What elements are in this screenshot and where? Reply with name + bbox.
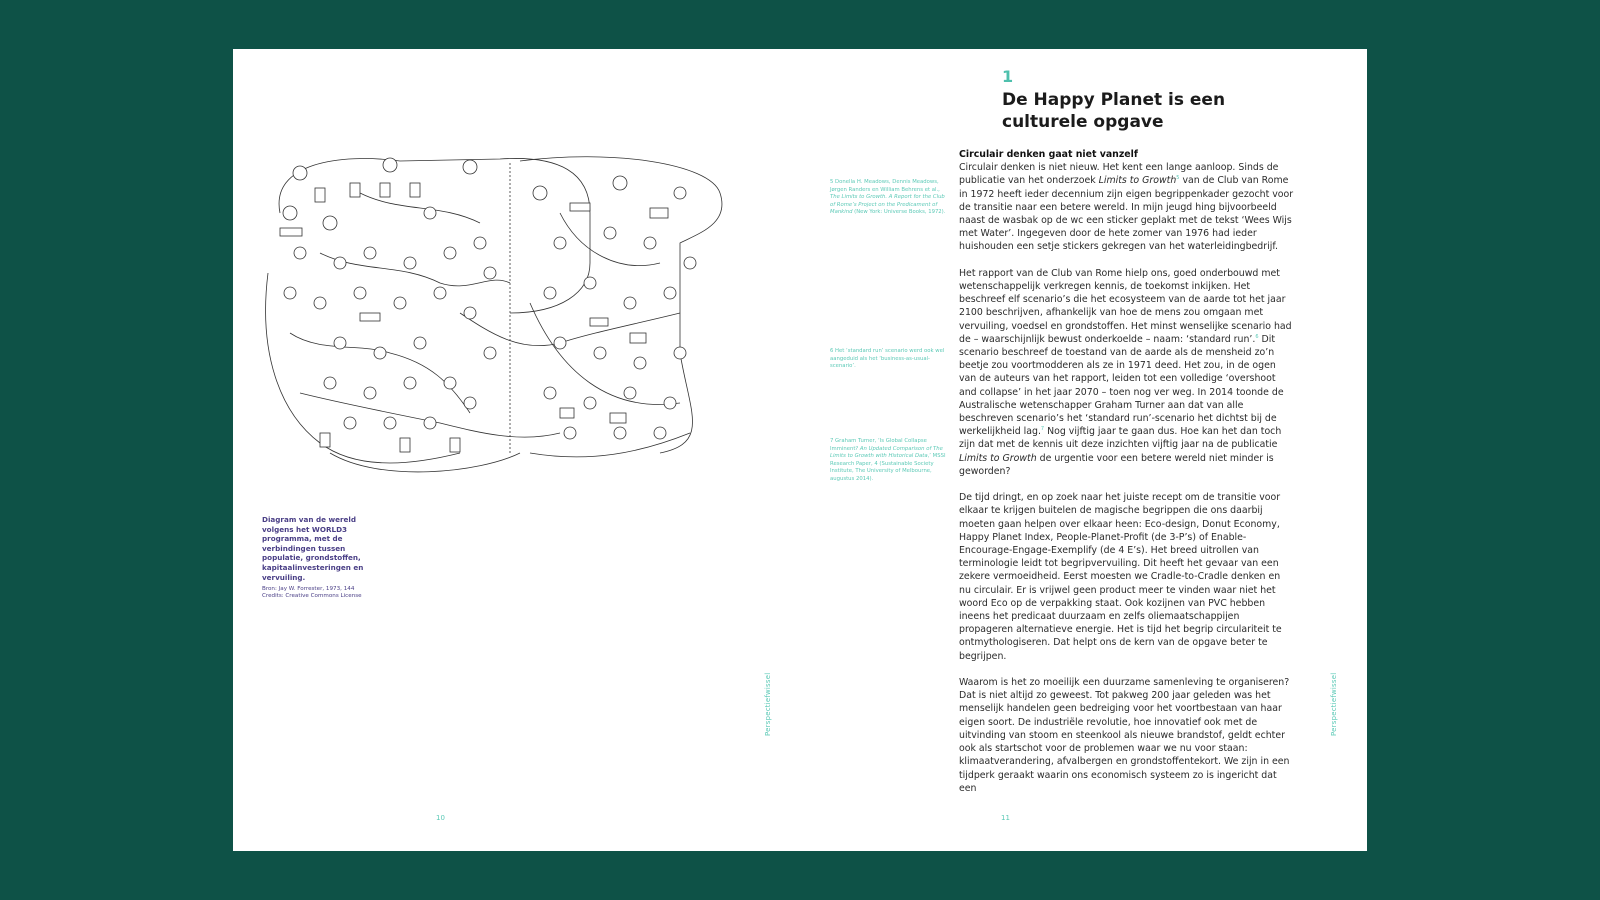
chapter-title: De Happy Planet is een culturele opgave (1002, 90, 1226, 132)
footnote-5-title: The Limits to Growth. A Report for the Club of Rome’s Project on the Predicament of Mankind (830, 194, 945, 216)
p2-text-c: Nog vijftig jaar te gaan dus. Hoe kan het dan toch zijn dat met de kennis uit deze inzichten vijftig jaar na de publicatie (959, 426, 1282, 451)
running-head-left: Perspectiefwissel (764, 672, 772, 736)
p1-text-b: van de Club van Rome in 1972 heeft ieder decennium zijn eigen begrippenkader gezocht voor de transitie naar een betere wereld. In mijn jeugd hing bijvoorbeeld naast de wasbak op de wc een sticker geplakt met de tekst ‘Wees Wijs met Water’. Ingegeven door de hete zomer van 1976 had ieder huishouden een setje stickers gekregen van het waterleidingbedrijf. (959, 175, 1294, 253)
paragraph-2 (959, 267, 1294, 478)
footnote-ref-5[interactable]: 5 (1176, 175, 1180, 182)
caption-text: Diagram van de wereld volgens het WORLD3 programma, met de verbindingen tussen populatie, grondstoffen, kapitaalinvesteringen en vervuiling. (262, 515, 364, 582)
paragraph-1 (959, 161, 1294, 253)
footnote-6: 6 Het ‘standard run’ scenario werd ook wel aangeduid als het ‘business-as-usual-scenario’. (830, 348, 945, 370)
body-text (959, 148, 1294, 808)
caption-credits: Credits: Creative Commons License (262, 593, 362, 600)
footnote-ref-7[interactable]: 7 (1040, 426, 1045, 433)
page-number-right: 11 (1001, 814, 1010, 822)
footnote-5-text-a: 5 Donella H. Meadows, Dennis Meadows, Jørgen Randers en William Behrens et al., (830, 179, 940, 193)
footnote-ref-6[interactable]: 6 (1255, 333, 1259, 340)
p2-text-a: Het rapport van de Club van Rome hielp ons, goed onderbouwd met wetenschappelijk verkregen kennis, de toekomst inkijken. Het beschreef elf scenario’s die het ecosysteem van de aarde tot het jaar 2100 beschrijven, afhankelijk van hoe de mens zou omgaan met vervuiling, voedsel en grondstoffen. Het minst wenselijke scenario had de – waarschijnlijk bewust onderkoelde – naam: ‘standard run’. (959, 267, 1292, 345)
section-heading: Circulair denken gaat niet vanzelf (959, 149, 1138, 160)
paragraph-3: De tijd dringt, en op zoek naar het juiste recept om de transitie voor elkaar te krijgen buitelen de magische begrippen die ons daarbij moeten gaan helpen over elkaar heen: Eco-design, Donut Economy, Happy Planet Index, People-Planet-Profit (de 3-P’s) of Enable-Encourage-Engage-Exemplify (de 4 E’s). Het breed uitrollen van terminologie leidt tot begripvervuiling. Dit heeft het gevaar van een zekere vermoeidheid. Eerst moesten we Cradle-to-Cradle denken en nu circulair. Er is vrijwel geen product meer te vinden waar niet het woord Eco op de verpakking staat. Ook kozijnen van PVC hebben ineens het predicaat duurzaam en zelfs oliemaatschappijen propageren alternatieve energie. Het is tijd het begrip circulariteit te ontmythologiseren. Dat helpt ons de kern van de opgave beter te begrijpen. (959, 492, 1282, 662)
footnote-5 (830, 179, 950, 217)
footnote-7-title: An Updated Comparison of The Limits to Growth with Historical Data (830, 445, 943, 460)
world3-diagram (260, 153, 732, 523)
figure-caption (262, 515, 382, 600)
footnote-5-text-b: (New York: Universe Books, 1972). (852, 209, 946, 216)
footnote-7-text-b: ,’ MSSI Research Paper, 4 (Sustainable Society Institute, The University of Melbourne, augustus 2014). (830, 453, 946, 482)
chapter-number: 1 (1002, 67, 1014, 86)
page-number-left: 10 (436, 814, 445, 822)
p1-emphasis: Limits to Growth (1098, 175, 1177, 187)
paragraph-4: Waarom is het zo moeilijk een duurzame samenleving te organiseren? Dat is niet altijd zo geweest. Tot pakweg 200 jaar geleden was het menselijk handelen geen bedreiging voor het voortbestaan van haar eigen soort. De industriële revolutie, hoe innovatief ook met de uitvinding van stoom en steenkool als nieuwe brandstof, geldt echter ook als startschot voor de problemen waar we nu voor staan: klimaatverandering, afvalbergen en grondstoffentekort. We zijn in een tijdperk geraakt waarin ons economisch systeem zo is ingericht dat een (959, 677, 1290, 794)
p1-text-a: Circulair denken is niet nieuw. Het kent een lange aanloop. Sinds de publicatie van het onderzoek (959, 162, 1279, 187)
p2-text-d: de urgentie voor een betere wereld niet minder is geworden? (959, 452, 1274, 477)
running-head-right: Perspectiefwissel (1330, 672, 1338, 736)
p2-emphasis: Limits to Growth (959, 452, 1037, 464)
footnote-7-text-a: 7 Graham Turner, ‘Is Global Collapse Imminent? (830, 438, 927, 452)
footnote-7 (830, 438, 950, 484)
p2-text-b: Dit scenario beschreef de toestand van de aarde als de mensheid zo’n beetje zou voortmodderen als ze in 1971 deed. Het zou, in de ogen van de auteurs van het rapport, leiden tot een volledige ‘overshoot and collapse’ in het jaar 2070 – toen nog ver weg. In 2014 toonde de Australische wetenschapper Graham Turner aan dat van alle beschreven scenario’s het ‘standard run’-scenario het dichtst bij de werkelijkheid lag. (959, 333, 1284, 438)
caption-source: Bron: Jay W. Forrester, 1973, 144 (262, 586, 355, 593)
